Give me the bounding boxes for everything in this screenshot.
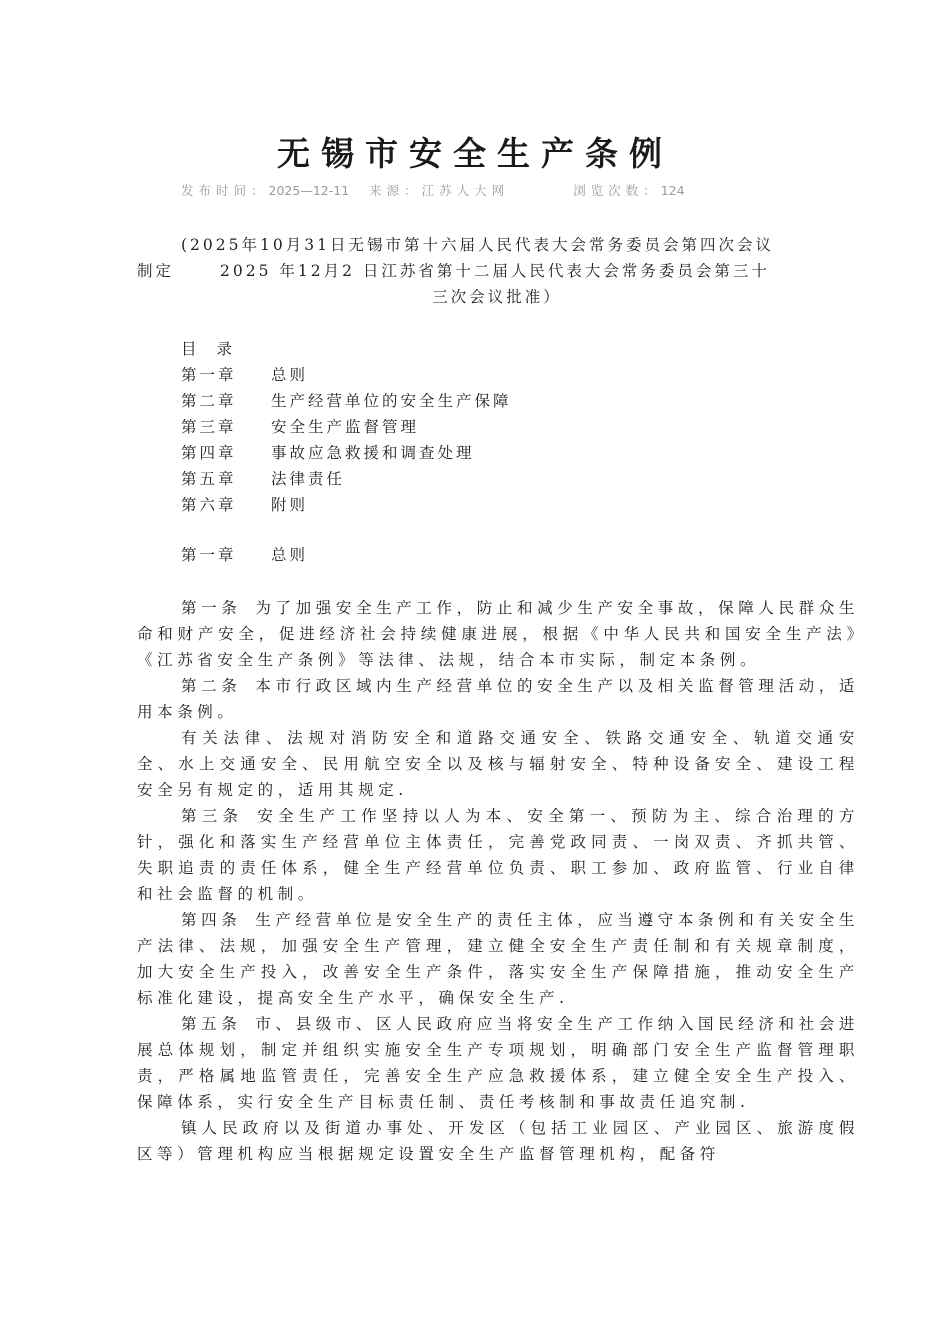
toc-chapter-number: 第三章 bbox=[181, 418, 237, 436]
toc-item bbox=[181, 440, 512, 466]
article-text: 有关法律、法规对消防安全和道路交通安全、铁路交通安全、轨道交通安全、水上交通安全、民用航空安全以及核与辐射安全、特种设备安全、建设工程安全另有规定的，适用其规定. bbox=[137, 729, 859, 799]
document-body bbox=[137, 595, 859, 1167]
toc-chapter-title: 附则 bbox=[271, 496, 309, 514]
toc-chapter-number: 第一章 bbox=[181, 366, 237, 384]
toc-item bbox=[181, 388, 512, 414]
toc-item bbox=[181, 414, 512, 440]
article-text: 镇人民政府以及街道办事处、开发区（包括工业园区、产业园区、旅游度假区等）管理机构应当根据规定设置安全生产监督管理机构，配备符 bbox=[137, 1119, 859, 1163]
toc-heading: 目录 bbox=[181, 340, 253, 358]
enactment-line-1: (2025年10月31日无锡市第十六届人民代表大会常务委员会第四次会议 bbox=[181, 236, 774, 254]
views-label: 浏览次数： bbox=[573, 183, 661, 198]
toc-chapter-title: 法律责任 bbox=[271, 470, 346, 488]
article-paragraph bbox=[137, 725, 859, 803]
toc-item bbox=[181, 492, 512, 518]
toc-chapter-number: 第五章 bbox=[181, 470, 237, 488]
article-paragraph bbox=[137, 673, 859, 725]
publish-time-label: 发布时间： bbox=[181, 183, 269, 198]
toc-chapter-title: 总则 bbox=[271, 366, 309, 384]
enactment-line-3: 三次会议批准） bbox=[432, 288, 562, 306]
toc-chapter-number: 第四章 bbox=[181, 444, 237, 462]
toc-chapter-title: 生产经营单位的安全生产保障 bbox=[271, 392, 512, 410]
source-value: 江苏人大网 bbox=[421, 183, 510, 198]
toc-chapter-title: 事故应急救援和调查处理 bbox=[271, 444, 475, 462]
article-number: 第一条 bbox=[181, 599, 242, 617]
article-paragraph bbox=[137, 595, 859, 673]
article-number: 第五条 bbox=[181, 1015, 242, 1033]
article-text: 市、县级市、区人民政府应当将安全生产工作纳入国民经济和社会进展总体规划，制定并组织实施安全生产专项规划，明确部门安全生产监督管理职责，严格属地监管责任，完善安全生产应急救援体系，建立健全安全生产投入、保障体系，实行安全生产目标责任制、责任考核制和事故责任追究制. bbox=[137, 1015, 859, 1111]
chapter-title: 总则 bbox=[271, 546, 309, 564]
toc-item bbox=[181, 466, 512, 492]
article-text: 安全生产工作坚持以人为本、安全第一、预防为主、综合治理的方针，强化和落实生产经营单位主体责任，完善党政同责、一岗双责、齐抓共管、失职追责的责任体系，健全生产经营单位负责、职工参加、政府监管、行业自律和社会监督的机制。 bbox=[137, 807, 859, 903]
article-text: 生产经营单位是安全生产的责任主体，应当遵守本条例和有关安全生产法律、法规，加强安全生产管理，建立健全安全生产责任制和有关规章制度，加大安全生产投入，改善安全生产条件，落实安全生产保障措施，推动安全生产标准化建设，提高安全生产水平，确保安全生产. bbox=[137, 911, 859, 1007]
publish-date: 2025—12-11 bbox=[268, 183, 350, 198]
toc-chapter-number: 第二章 bbox=[181, 392, 237, 410]
table-of-contents bbox=[181, 336, 512, 518]
document-meta bbox=[181, 181, 821, 199]
article-paragraph bbox=[137, 907, 859, 1011]
toc-chapter-title: 安全生产监督管理 bbox=[271, 418, 420, 436]
enactment-line-2-start: 制定 bbox=[137, 262, 175, 280]
article-text: 本市行政区域内生产经营单位的安全生产以及相关监督管理活动，适用本条例。 bbox=[137, 677, 859, 721]
article-paragraph bbox=[137, 1011, 859, 1115]
chapter-heading bbox=[181, 543, 308, 565]
source-label: 来源： bbox=[369, 183, 422, 198]
enactment-line-2 bbox=[137, 258, 857, 284]
article-number: 第二条 bbox=[181, 677, 242, 695]
article-number: 第四条 bbox=[181, 911, 242, 929]
article-text: 为了加强安全生产工作，防止和减少生产安全事故，保障人民群众生命和财产安全，促进经济社会持续健康进展，根据《中华人民共和国安全生产法》《江苏省安全生产条例》等法律、法规，结合本市实际，制定本条例。 bbox=[137, 599, 859, 669]
article-paragraph bbox=[137, 803, 859, 907]
views-count: 124 bbox=[660, 183, 685, 198]
toc-chapter-number: 第六章 bbox=[181, 496, 237, 514]
article-paragraph bbox=[137, 1115, 859, 1167]
enactment-note bbox=[137, 232, 857, 310]
document-title: 无锡市安全生产条例 bbox=[277, 134, 673, 173]
article-number: 第三条 bbox=[181, 807, 244, 825]
chapter-number: 第一章 bbox=[181, 546, 237, 564]
toc-item bbox=[181, 362, 512, 388]
enactment-line-2-end: 2025 年12月2 日江苏省第十二届人民代表大会常务委员会第三十 bbox=[220, 262, 770, 280]
